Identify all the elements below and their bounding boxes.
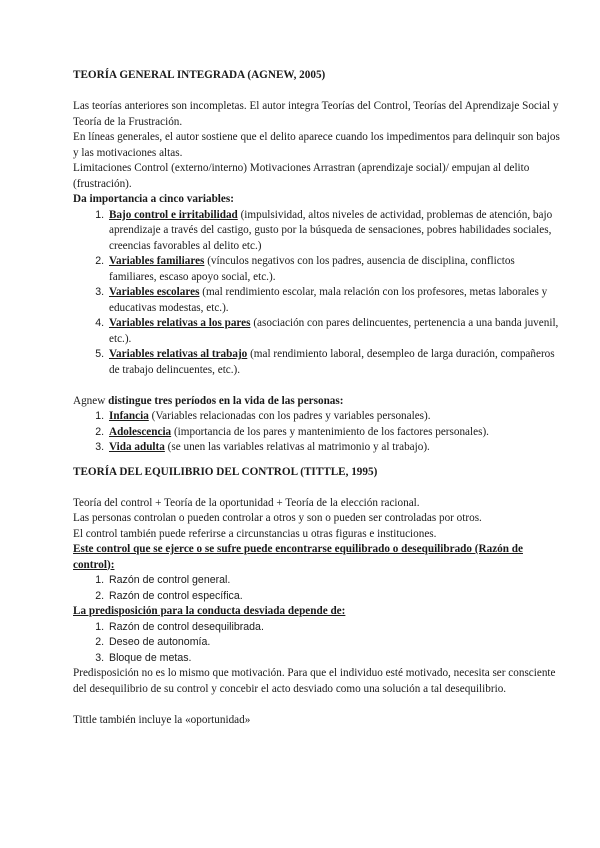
predisposition-list [73,620,560,667]
tittle-paragraph-3: El control también puede referirse a circunstancias u otras figuras e instituciones. [73,527,437,540]
period-description: (importancia de los pares y mantenimiento de los factores personales). [171,425,489,438]
predisposition-item: 3. Bloque de metas. [107,651,560,667]
variable-item [107,347,560,378]
tittle-section-title: TEORÍA DEL EQUILIBRIO DEL CONTROL (TITTLE, 1995) [73,465,378,478]
variable-item [107,208,560,255]
tittle-paragraph-5: Tittle también incluye la «oportunidad» [73,713,251,726]
tittle-paragraph-2: Las personas controlan o pueden controlar a otros y son o pueden ser controladas por otros. [73,512,482,524]
variable-item [107,254,560,285]
period-description: (se unen las variables relativas al matrimonio y al trabajo). [164,441,430,453]
periods-heading [73,394,560,410]
predisposition-item: 1. Razón de control desequilibrada. [107,620,560,636]
periods-intro: Agnew [73,394,109,407]
control-heading: Este control que se ejerce o se sufre puede encontrarse equilibrado o desequilibrado (Razón de control): [73,543,523,571]
variable-item [107,316,560,347]
period-term: Adolescencia [109,425,172,438]
variable-term: Bajo control e irritabilidad [109,208,238,221]
variable-item [107,285,560,316]
period-item [107,409,560,425]
control-list [73,573,560,604]
variable-description: (mal rendimiento laboral, desempleo de larga duración, compañeros de trabajo delincuentes, etc.). [109,348,555,376]
variable-description: (impulsividad, altos niveles de actividad, problemas de atención, bajo aprendizaje a través del castigo, gusto por la búsqueda de sensaciones, pobres habilidades sociales, creencias favorables al delito etc.) [109,208,553,252]
period-description: (Variables relacionadas con los padres y variables personales). [148,410,431,422]
periods-bold: distingue tres períodos en la vida de las personas: [108,394,344,407]
tittle-paragraph-4: Predisposición no es lo mismo que motivación. Para que el individuo esté motivado, necesita ser consciente del desequilibrio de su control y concebir el acto desviado como una solución a tal desequilibrio. [73,667,556,695]
agnew-section-title: TEORÍA GENERAL INTEGRADA (AGNEW, 2005) [73,69,326,81]
period-term: Infancia [109,410,149,422]
predisposition-item: 2. Deseo de autonomía. [107,635,560,651]
variable-term: Variables relativas al trabajo [109,348,248,360]
period-term: Vida adulta [109,441,165,453]
predisposition-heading: La predisposición para la conducta desviada depende de: [73,605,346,617]
periods-list [73,409,560,456]
agnew-paragraph-2: En líneas generales, el autor sostiene que el delito aparece cuando los impedimentos para delinquir son bajos y las motivaciones altas. [73,131,560,159]
period-item [107,440,560,456]
variable-description: (vínculos negativos con los padres, ausencia de disciplina, conflictos familiares, escaso apoyo social, etc.). [109,255,515,283]
tittle-paragraph-1: Teoría del control + Teoría de la oportunidad + Teoría de la elección racional. [73,496,420,509]
variables-heading: Da importancia a cinco variables: [73,193,234,205]
control-item: 1. Razón de control general. [107,573,560,589]
control-item: 2. Razón de control específica. [107,589,560,605]
agnew-paragraph-1: Las teorías anteriores son incompletas. El autor integra Teorías del Control, Teorías del Aprendizaje Social y Teoría de la Frustración. [73,100,559,128]
variable-term: Variables relativas a los pares [109,317,251,329]
agnew-paragraph-3: Limitaciones Control (externo/interno) Motivaciones Arrastran (aprendizaje social)/ empujan al delito (frustración). [73,162,530,190]
period-item [107,425,560,441]
variable-term: Variables familiares [109,255,205,267]
variable-description: (mal rendimiento escolar, mala relación con los profesores, metas laborales y educativas modestas, etc.). [109,286,548,314]
variables-list [73,208,560,379]
variable-description: (asociación con pares delincuentes, pertenencia a una banda juvenil, etc.). [109,317,559,345]
variable-term: Variables escolares [109,286,200,298]
